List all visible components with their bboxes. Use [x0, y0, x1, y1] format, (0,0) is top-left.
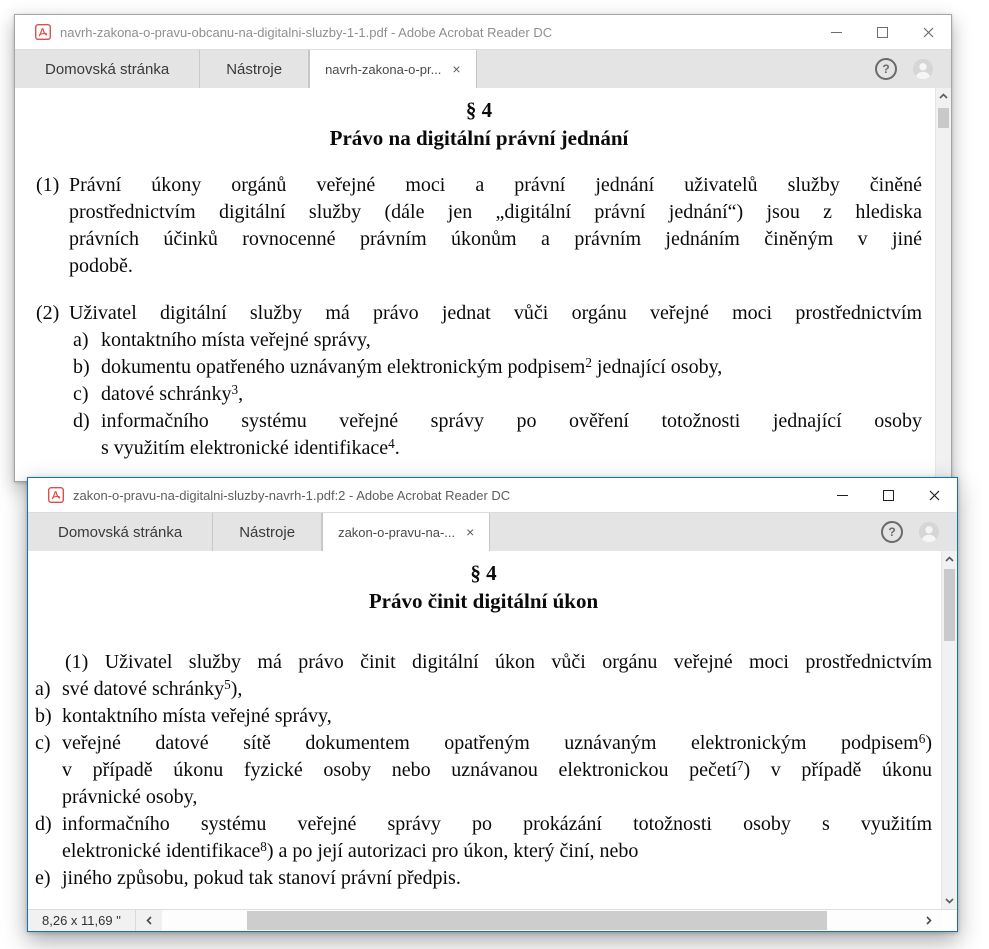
footnote-reference: 7 [736, 758, 744, 774]
doc-line: a) kontaktního místa veřejné správy, [101, 327, 922, 354]
doc-block [73, 327, 922, 354]
scrollbar-thumb[interactable] [944, 569, 955, 641]
doc-line: podobě. [69, 255, 133, 277]
doc-block [35, 676, 932, 703]
scrollbar-corner [942, 910, 957, 931]
doc-line: právních účinků rovnocenné právním úkonům a právním jednáním činěným v jiné [69, 228, 922, 250]
acrobat-pdf-icon [48, 487, 64, 503]
acrobat-pdf-icon [35, 24, 51, 40]
scroll-down-icon[interactable] [942, 893, 957, 909]
acrobat-window-front [27, 477, 958, 932]
doc-line: c) datové schránky$^3$, [101, 381, 922, 408]
window-controls [819, 478, 957, 512]
item-label: b) [73, 356, 90, 378]
item-label: (2) [36, 302, 60, 324]
doc-block [35, 865, 932, 892]
scroll-right-icon[interactable] [916, 910, 942, 931]
doc-line: a) své datové schránky$^5$), [62, 676, 932, 703]
doc-line: prostřednictvím digitální služby (dále jen „digitální právní jednání“) jsou z hlediska [69, 201, 922, 223]
tab-document-active[interactable] [322, 513, 490, 551]
tabbar-icons [875, 50, 951, 88]
scrollbar-thumb[interactable] [938, 108, 949, 128]
minimize-button[interactable] [813, 15, 859, 49]
scrollbar-thumb[interactable] [247, 911, 827, 930]
footnote-reference: 5 [224, 677, 231, 693]
pdf-page [15, 88, 936, 481]
close-button[interactable] [905, 15, 951, 49]
section-title: Právo činit digitální úkon [368, 589, 599, 613]
doc-line: elektronické identifikace$^8$) a po její autorizaci pro úkon, který činí, nebo [62, 839, 639, 862]
footnote-reference: 8 [260, 839, 267, 855]
titlebar[interactable] [28, 478, 957, 512]
tabbar-spacer [477, 50, 875, 88]
item-label: e) [35, 867, 51, 889]
item-label: a) [73, 329, 89, 351]
doc-block [36, 172, 922, 280]
help-icon[interactable]: ? [875, 58, 897, 80]
pdf-page [28, 551, 942, 909]
status-bar [28, 909, 957, 931]
doc-block [35, 703, 932, 730]
doc-line: (1) Právní úkony orgánů veřejné moci a právní jednání uživatelů služby činěné [69, 172, 922, 199]
vertical-scrollbar[interactable] [941, 551, 957, 909]
tab-tools[interactable]: Nástroje [226, 60, 283, 78]
tabbar-spacer [490, 513, 881, 551]
maximize-button[interactable] [865, 478, 911, 512]
item-label: (1) [36, 174, 60, 196]
doc-line: b) dokumentu opatřeného uznávaným elektronickým podpisem$^2$ jednající osoby, [101, 354, 922, 381]
doc-line: d) informačního systému veřejné správy po prokázání totožnosti osoby s využitím [62, 811, 932, 838]
avatar-icon[interactable] [918, 521, 940, 543]
doc-line: (2) Uživatel digitální služby má právo jednat vůči orgánu veřejné moci prostřednictvím [69, 300, 922, 327]
tab-close-icon[interactable]: × [452, 61, 461, 77]
document-body [35, 649, 932, 892]
tab-home[interactable]: Domovská stránka [45, 60, 170, 78]
item-label: b) [35, 705, 52, 727]
doc-line: c) veřejné datové sítě dokumentem opatřeným uznávaným elektronickým podpisem$^6$) [62, 730, 932, 757]
window-title: navrh-zakona-o-pravu-obcanu-na-digitalni-sluzby-1-1.pdf - Adobe Acrobat Reader DC [60, 24, 553, 40]
scroll-up-icon[interactable] [936, 88, 951, 104]
doc-block [73, 354, 922, 381]
tab-bar [15, 49, 951, 88]
titlebar[interactable] [15, 15, 951, 49]
doc-block [35, 811, 932, 865]
footnote-reference: 6 [918, 731, 926, 747]
doc-block [35, 730, 932, 811]
item-label: a) [35, 678, 51, 700]
tab-home[interactable]: Domovská stránka [58, 523, 183, 541]
document-body [36, 172, 922, 462]
section-number: § 4 [470, 561, 497, 585]
doc-line: v případě úkonu fyzické osoby nebo uznávanou elektronickou pečetí$^7$) v případě úkonu [62, 758, 932, 781]
maximize-button[interactable] [859, 15, 905, 49]
doc-line: d) informačního systému veřejné správy po ověření totožnosti jednající osoby [101, 408, 922, 435]
window-title: zakon-o-pravu-na-digitalni-sluzby-navrh-1.pdf:2 - Adobe Acrobat Reader DC [73, 487, 511, 503]
pdf-view [15, 88, 951, 481]
item-label: d) [35, 813, 52, 835]
doc-block [73, 408, 922, 462]
doc-line: právnické osoby, [62, 786, 198, 808]
avatar-icon[interactable] [912, 58, 934, 80]
doc-block [73, 381, 922, 408]
doc-block [36, 300, 922, 327]
vertical-scrollbar[interactable] [935, 88, 951, 481]
horizontal-scrollbar[interactable] [162, 910, 916, 931]
window-controls [813, 15, 951, 49]
tab-document-label: navrh-zakona-o-pr... [325, 61, 442, 77]
section-number: § 4 [465, 98, 493, 122]
pdf-view [28, 551, 957, 909]
item-label: c) [35, 732, 51, 754]
minimize-button[interactable] [819, 478, 865, 512]
doc-block [35, 649, 932, 676]
acrobat-window-back [14, 14, 952, 482]
scroll-up-icon[interactable] [942, 551, 957, 567]
section-title: Právo na digitální právní jednání [329, 126, 629, 150]
doc-line: e) jiného způsobu, pokud tak stanoví právní předpis. [62, 865, 932, 892]
tab-tools[interactable]: Nástroje [239, 523, 296, 541]
close-button[interactable] [911, 478, 957, 512]
tab-document-active[interactable] [309, 50, 477, 88]
tab-document-label: zakon-o-pravu-na-... [338, 524, 456, 540]
tab-close-icon[interactable]: × [466, 524, 475, 540]
doc-line: s využitím elektronické identifikace$^4$. [101, 436, 400, 459]
item-label: c) [73, 383, 89, 405]
footnote-reference: 3 [231, 382, 239, 398]
tabbar-icons [881, 513, 957, 551]
help-icon[interactable]: ? [881, 521, 903, 543]
doc-line: b) kontaktního místa veřejné správy, [62, 703, 932, 730]
footnote-reference: 2 [585, 355, 592, 371]
footnote-reference: 4 [388, 436, 395, 452]
scroll-left-icon[interactable] [136, 910, 162, 931]
doc-line: (1) Uživatel služby má právo činit digitální úkon vůči orgánu veřejné moci prostřednictvím [65, 651, 932, 673]
tab-bar [28, 512, 957, 551]
page-size-indicator: 8,26 x 11,69 " [28, 910, 136, 931]
item-label: d) [73, 410, 90, 432]
